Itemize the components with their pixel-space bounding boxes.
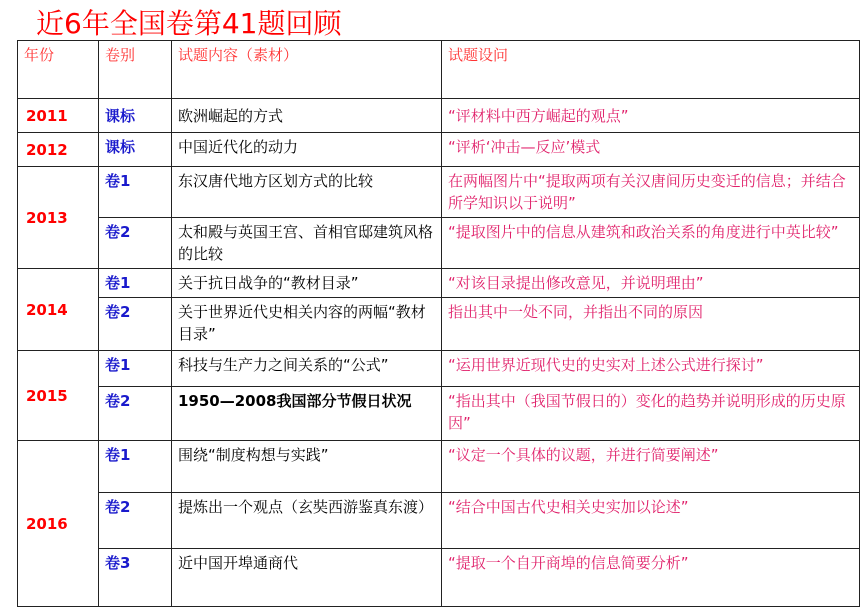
content-cell: 欧洲崛起的方式: [172, 99, 442, 133]
question-cell: “提取图片中的信息从建筑和政治关系的角度进行中英比较”: [442, 218, 860, 269]
table-row: [18, 133, 860, 167]
question-cell: “对该目录提出修改意见，并说明理由”: [442, 269, 860, 298]
paper-cell: 卷1: [99, 351, 172, 387]
question-cell: “评材料中西方崛起的观点”: [442, 99, 860, 133]
review-table: [17, 40, 860, 607]
paper-cell: 卷2: [99, 218, 172, 269]
table-row: [18, 167, 860, 218]
paper-cell: 卷3: [99, 549, 172, 607]
header-paper: 卷别: [99, 41, 172, 99]
table-row: [18, 298, 860, 351]
table-row: [18, 351, 860, 387]
content-cell: 近中国开埠通商代: [172, 549, 442, 607]
paper-cell: 卷2: [99, 493, 172, 549]
content-cell: 太和殿与英国王宫、首相官邸建筑风格的比较: [172, 218, 442, 269]
year-cell: 2011: [18, 99, 99, 133]
paper-cell: 课标: [99, 133, 172, 167]
question-cell: “运用世界近现代史的史实对上述公式进行探讨”: [442, 351, 860, 387]
question-cell: “提取一个自开商埠的信息简要分析”: [442, 549, 860, 607]
table-row: [18, 99, 860, 133]
question-cell: “结合中国古代史相关史实加以论述”: [442, 493, 860, 549]
year-cell: 2015: [18, 351, 99, 441]
table-row: [18, 441, 860, 493]
content-cell: 中国近代化的动力: [172, 133, 442, 167]
paper-cell: 卷2: [99, 387, 172, 441]
page-title: 近6年全国卷第41题回顾: [36, 7, 342, 40]
content-cell: 1950—2008我国部分节假日状况: [172, 387, 442, 441]
table-header-row: [18, 41, 860, 99]
year-cell: 2012: [18, 133, 99, 167]
paper-cell: 卷1: [99, 269, 172, 298]
question-cell: 指出其中一处不同，并指出不同的原因: [442, 298, 860, 351]
paper-cell: 卷1: [99, 167, 172, 218]
header-year: 年份: [18, 41, 99, 99]
table-row: [18, 549, 860, 607]
year-cell: 2016: [18, 441, 99, 607]
content-cell: 提炼出一个观点（玄奘西游鉴真东渡）: [172, 493, 442, 549]
header-content: 试题内容（素材）: [172, 41, 442, 99]
year-cell: 2014: [18, 269, 99, 351]
paper-cell: 卷2: [99, 298, 172, 351]
question-cell: “指出其中（我国节假日的）变化的趋势并说明形成的历史原因”: [442, 387, 860, 441]
paper-cell: 卷1: [99, 441, 172, 493]
year-cell: 2013: [18, 167, 99, 269]
content-cell: 关于世界近代史相关内容的两幅“教材目录”: [172, 298, 442, 351]
table-row: [18, 218, 860, 269]
content-cell: 科技与生产力之间关系的“公式”: [172, 351, 442, 387]
question-cell: “评析‘冲击—反应’模式: [442, 133, 860, 167]
header-question: 试题设问: [442, 41, 860, 99]
table-row: [18, 387, 860, 441]
question-cell: 在两幅图片中“提取两项有关汉唐间历史变迁的信息；并结合所学知识以于说明”: [442, 167, 860, 218]
paper-cell: 课标: [99, 99, 172, 133]
table-row: [18, 493, 860, 549]
table-row: [18, 269, 860, 298]
content-cell: 东汉唐代地方区划方式的比较: [172, 167, 442, 218]
content-cell: 关于抗日战争的“教材目录”: [172, 269, 442, 298]
content-cell: 围绕“制度构想与实践”: [172, 441, 442, 493]
question-cell: “议定一个具体的议题，并进行简要阐述”: [442, 441, 860, 493]
